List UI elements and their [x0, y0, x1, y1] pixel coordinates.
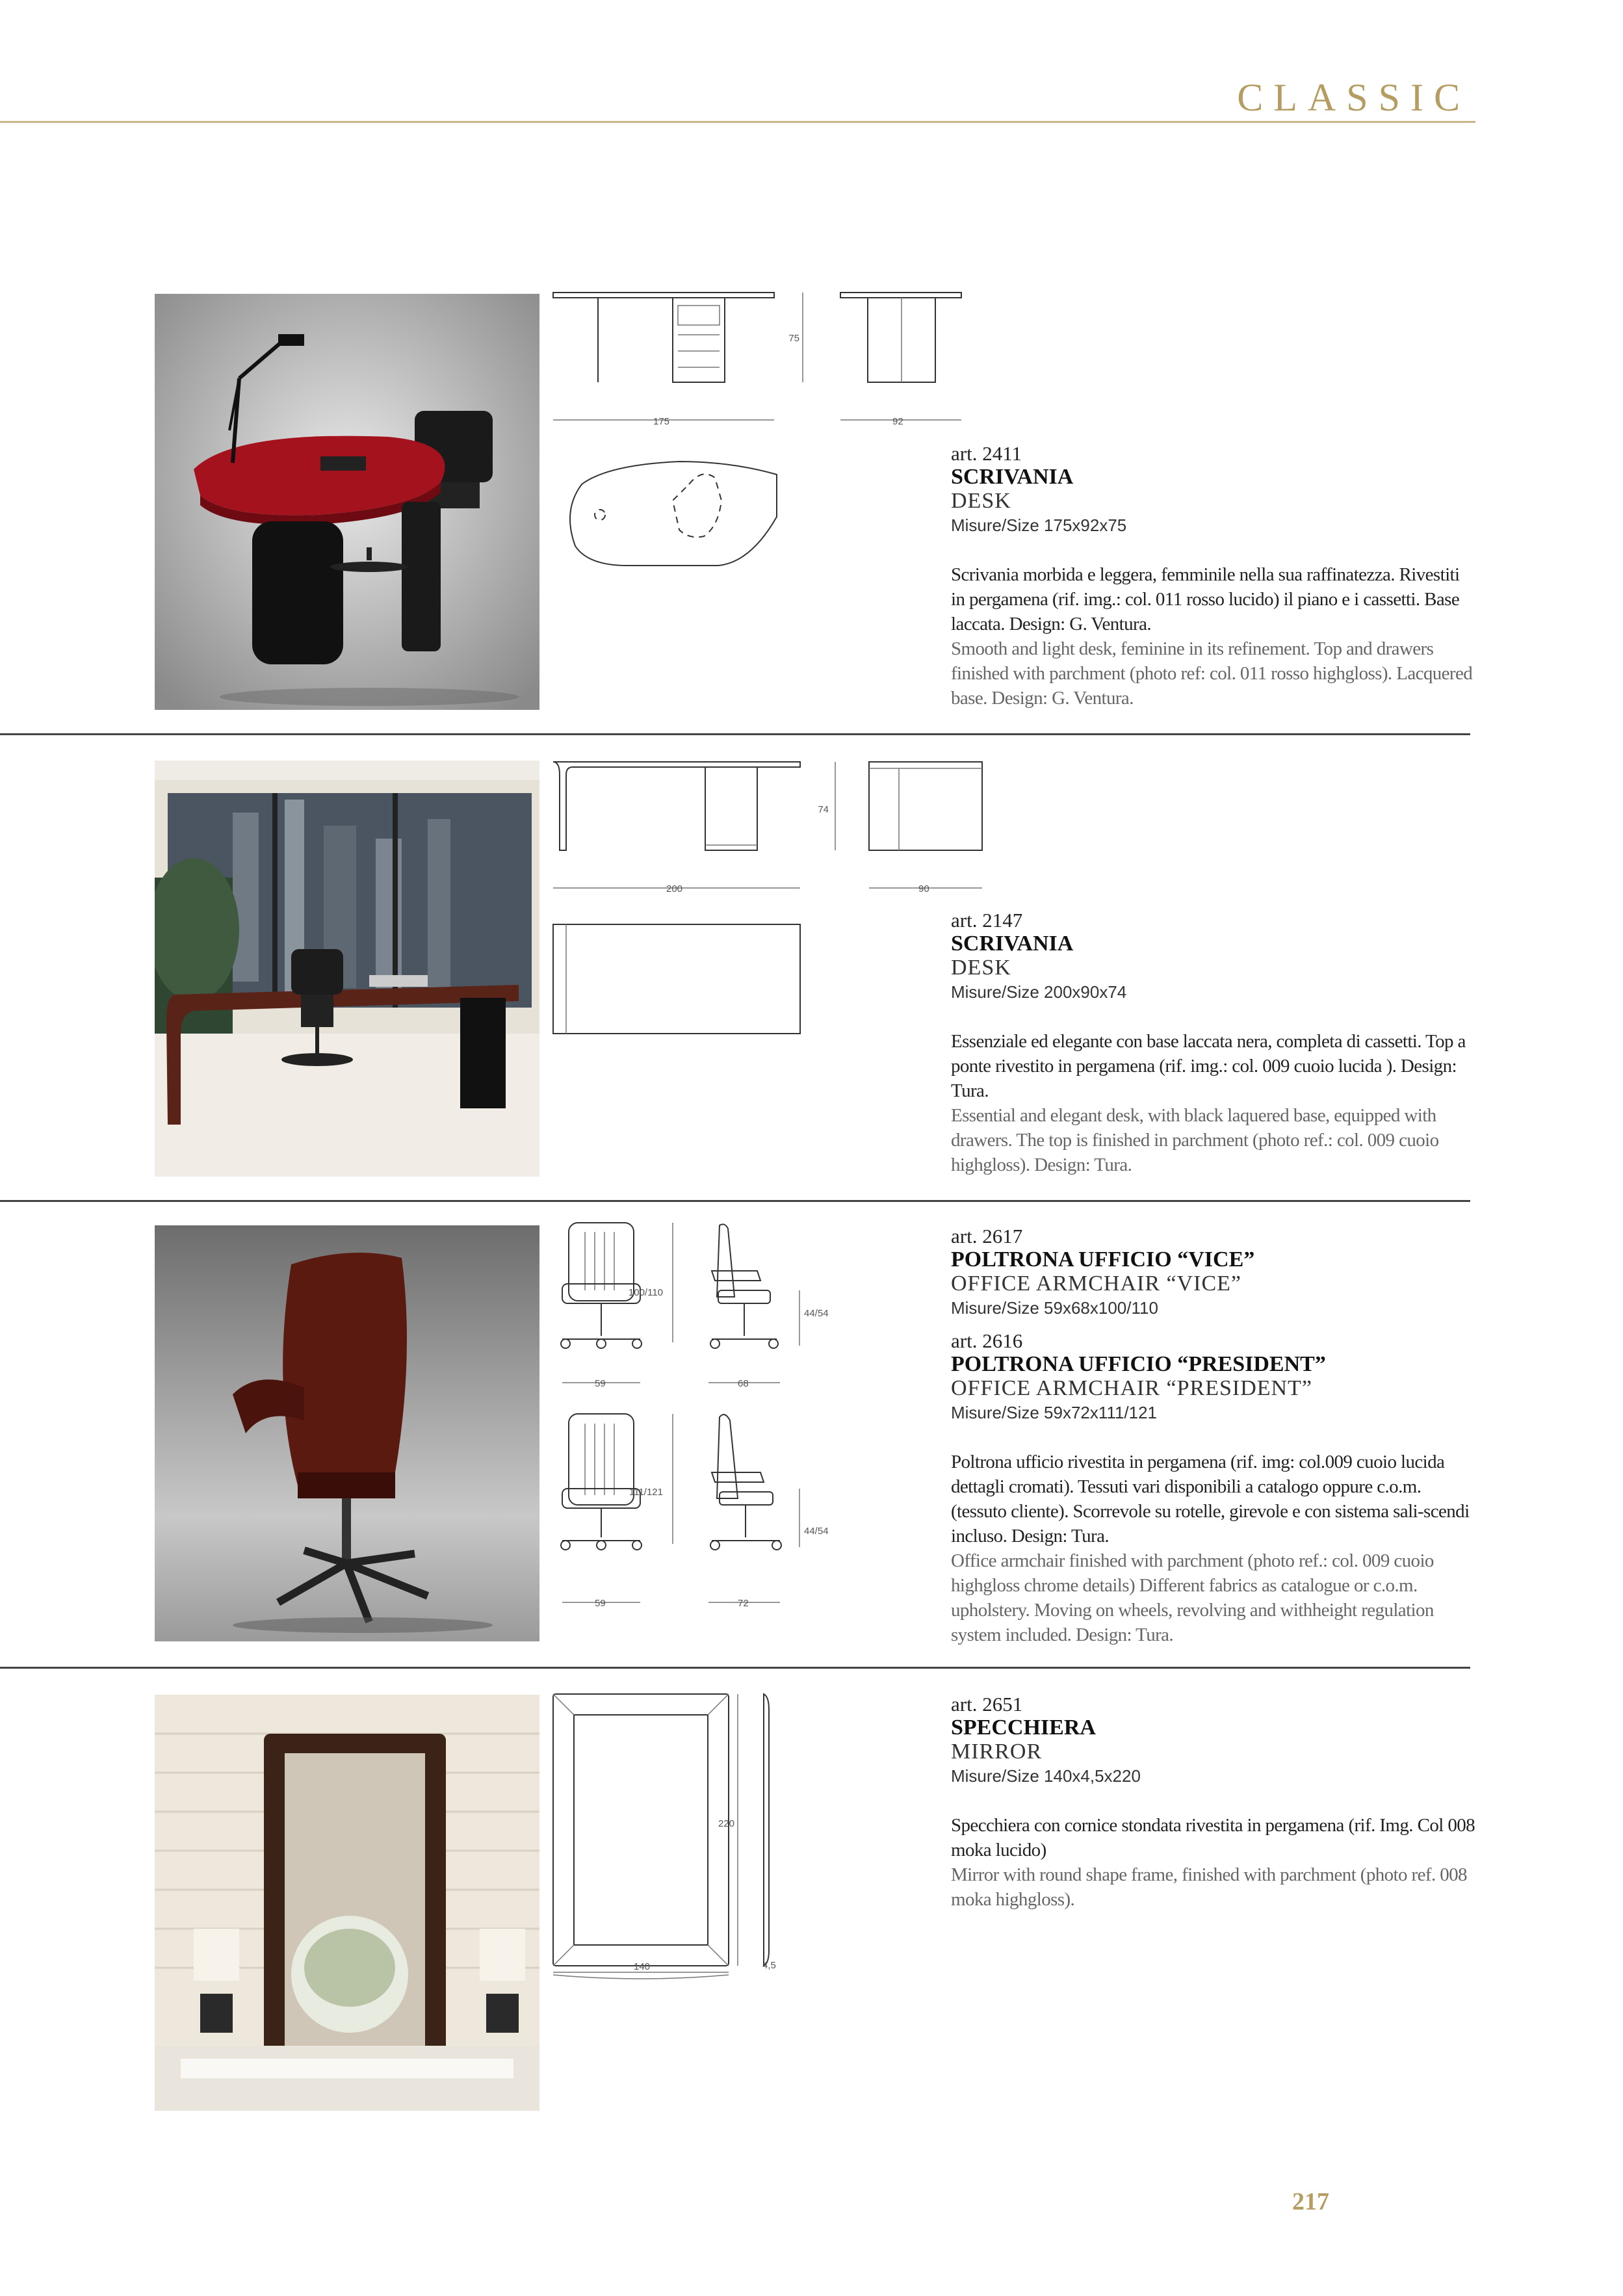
article-number: art. 2411 — [951, 442, 1022, 465]
product-info-2617-2616 — [951, 1225, 1477, 1647]
description-italian: Poltrona ufficio rivestita in pergamena (rif. img: col.009 cuoio lucida dettagli cromati). Tessuti vari disponibili a catalogo oppure c.o.m. (tessuto cliente). Scorrevole su rotelle, girevole e con sistema sali-scendi incluso. Design: Tura. — [951, 1452, 1470, 1546]
description-italian: Essenziale ed elegante con base laccata nera, completa di cassetti. Top a ponte rivestito in pergamena (rif. img.: col. 009 cuoio lucida ). Design: Tura. — [951, 1031, 1466, 1101]
dim-height: 74 — [818, 804, 829, 815]
brand-title: CLASSIC — [1237, 76, 1470, 119]
page-number: 217 — [1292, 2188, 1329, 2215]
product-title: SCRIVANIA — [951, 465, 1074, 489]
dim-depth-president: 72 — [738, 1598, 749, 1609]
technical-drawing-mirror-2651 — [549, 1690, 796, 1989]
dim-depth-vice: 68 — [738, 1378, 749, 1389]
dim-width: 200 — [666, 883, 683, 894]
product-subtitle: OFFICE ARMCHAIR “VICE” — [951, 1272, 1242, 1296]
product-title: SPECCHIERA — [951, 1715, 1096, 1740]
product-info-2651 — [951, 1693, 1477, 1912]
article-number: art. 2147 — [951, 909, 1023, 932]
product-photo-mirror-2651 — [155, 1695, 539, 2111]
product-size: Misure/Size 59x68x100/110 — [951, 1298, 1158, 1318]
description-english: Mirror with round shape frame, finished with parchment (photo ref. 008 moka highgloss). — [951, 1864, 1467, 1910]
description-italian: Scrivania morbida e leggera, femminile nella sua raffinatezza. Rivestiti in pergamena (rif. img.: col. 011 rosso lucido) il piano e i cassetti. Base laccata. Design: G. Ventura. — [951, 564, 1460, 634]
technical-drawing-armchairs — [549, 1219, 861, 1609]
article-number: art. 2651 — [951, 1693, 1023, 1715]
section-separator — [0, 733, 1470, 735]
product-subtitle-2: OFFICE ARMCHAIR “PRESIDENT” — [951, 1376, 1312, 1400]
dim-width: 140 — [634, 1961, 651, 1972]
product-size: Misure/Size 200x90x74 — [951, 982, 1127, 1002]
technical-drawing-desk-2411 — [549, 286, 965, 585]
description-italian: Specchiera con cornice stondata rivestita in pergamena (rif. Img. Col 008 moka lucido) — [951, 1815, 1475, 1860]
product-title-2: POLTRONA UFFICIO “PRESIDENT” — [951, 1352, 1326, 1376]
description-english: Office armchair finished with parchment (photo ref.: col. 009 cuoio highgloss chrome details) Different fabrics as catalogue or c.o.m. upholstery. Moving on wheels, revolving and withheight regulation system included. Design: Tura. — [951, 1550, 1434, 1645]
product-size: Misure/Size 140x4,5x220 — [951, 1766, 1141, 1786]
product-photo-armchair-2617-2616 — [155, 1225, 539, 1641]
product-title: POLTRONA UFFICIO “VICE” — [951, 1247, 1255, 1272]
description-english: Smooth and light desk, feminine in its refinement. Top and drawers finished with parchment (photo ref: col. 011 rosso highgloss). Lacquered base. Design: G. Ventura. — [951, 638, 1473, 709]
description-english: Essential and elegant desk, with black laquered base, equipped with drawers. The top is finished in parchment (photo ref.: col. 009 cuoio highgloss). Design: Tura. — [951, 1105, 1439, 1175]
dim-height-vice: 100/110 — [628, 1287, 663, 1298]
dim-depth: 92 — [892, 416, 903, 427]
article-number: art. 2617 — [951, 1225, 1023, 1247]
dim-height-president: 111/121 — [629, 1487, 663, 1498]
dim-seat-president: 44/54 — [804, 1526, 829, 1537]
dim-height: 220 — [718, 1818, 734, 1829]
product-title: SCRIVANIA — [951, 932, 1074, 956]
dim-depth: 4,5 — [762, 1960, 776, 1971]
product-info-2411 — [951, 442, 1477, 711]
product-size-2: Misure/Size 59x72x111/121 — [951, 1403, 1158, 1422]
product-subtitle: MIRROR — [951, 1740, 1043, 1764]
dim-height: 75 — [788, 333, 799, 344]
section-separator — [0, 1667, 1470, 1669]
section-separator — [0, 1200, 1470, 1202]
product-subtitle: DESK — [951, 956, 1011, 980]
product-subtitle: DESK — [951, 489, 1011, 513]
dim-width-president: 59 — [595, 1598, 606, 1609]
article-number-2: art. 2616 — [951, 1329, 1023, 1352]
product-size: Misure/Size 175x92x75 — [951, 515, 1127, 535]
technical-drawing-desk-2147 — [549, 754, 991, 1040]
dim-width: 175 — [653, 416, 670, 427]
dim-seat-vice: 44/54 — [804, 1308, 829, 1319]
product-photo-desk-2147 — [155, 761, 539, 1177]
dim-depth: 90 — [918, 883, 929, 894]
product-info-2147 — [951, 909, 1477, 1177]
header-rule — [0, 121, 1475, 123]
dim-width-vice: 59 — [595, 1378, 606, 1389]
product-photo-desk-2411 — [155, 294, 539, 710]
